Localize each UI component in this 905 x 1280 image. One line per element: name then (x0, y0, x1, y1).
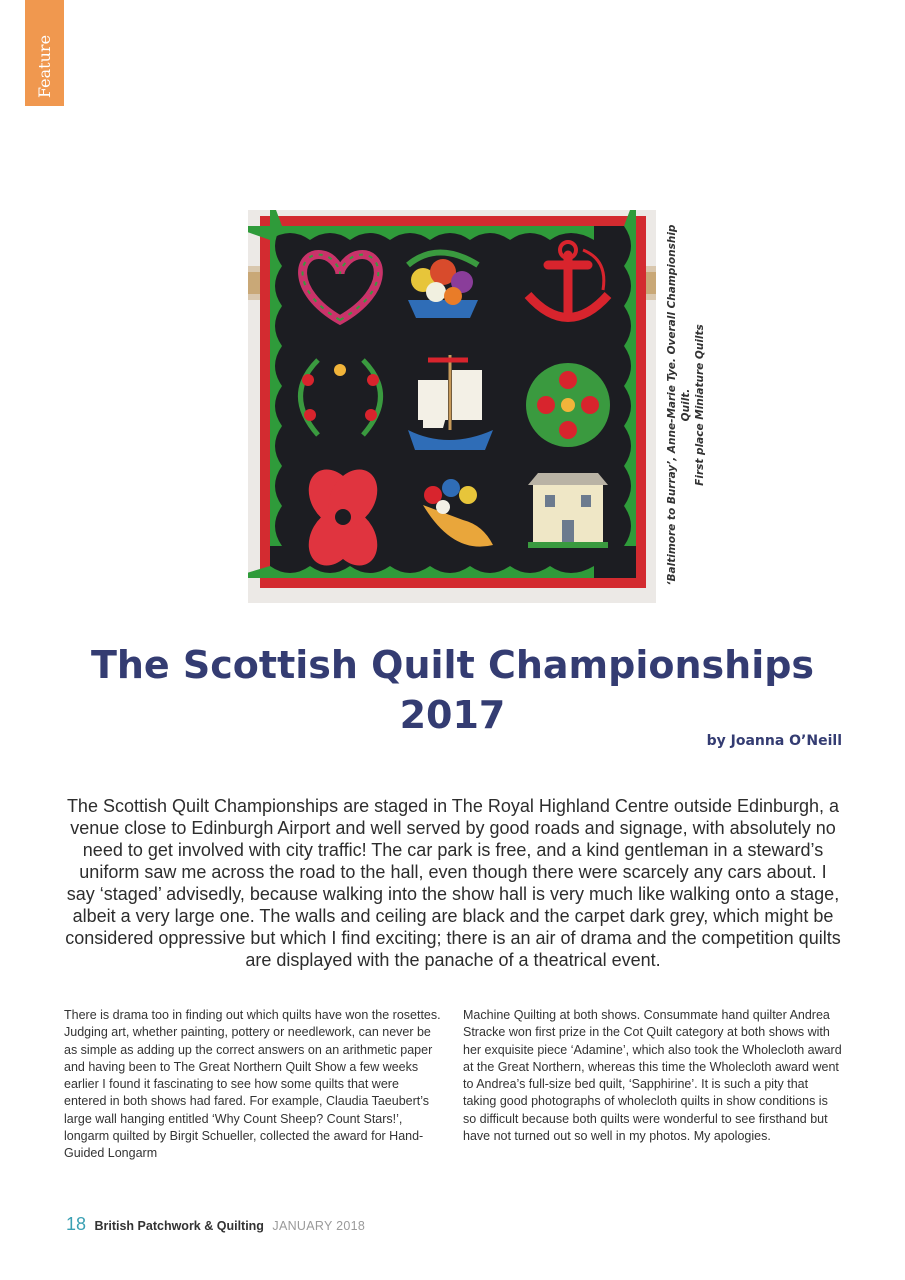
page-footer (66, 1214, 365, 1235)
quilt-photo (248, 210, 656, 603)
article-title: The Scottish Quilt Championships 2017 (90, 643, 815, 737)
article-column-2: Machine Quilting at both shows. Consummate hand quilter Andrea Stracke won first prize in the Cot Quilt category at both shows with her exquisite piece ‘Adamine’, which also took the Wholecloth award at the Great Northern, whereas this time the Wholecloth award went to Andrea’s full-size bed quilt, ‘Sapphirine’. It is such a pity that taking good photographs of wholecloth quilts in show conditions is so difficult because both quilts were wonderful to see firsthand but have not turned out so well in my photos. My apologies. (463, 1008, 842, 1144)
article-column-1: There is drama too in finding out which quilts have won the rosettes. Judging art, whether painting, pottery or needlework, can never be as simple as adding up the correct answers on an arithmetic paper and having been to The Great Northern Quilt Show a few weeks earlier I found it fascinating to see how some quilts that were entered in both shows had fared. For example, Claudia Taeubert’s large wall hanging entitled ‘Why Count Sheep? Count Stars!’, longarm quilted by Birgit Schueller, collected the award for Hand-Guided Longarm (64, 1008, 441, 1161)
magazine-name: British Patchwork & Quilting (94, 1219, 264, 1233)
quilt-image (248, 210, 656, 603)
section-tab-label: Feature (35, 34, 54, 99)
article-byline: by Joanna O’Neill (706, 733, 842, 749)
caption-line-2: First place Miniature Quilts (694, 324, 706, 486)
issue-date: JANUARY 2018 (272, 1219, 366, 1233)
article-intro: The Scottish Quilt Championships are staged in The Royal Highland Centre outside Edinburgh, a venue close to Edinburgh Airport and well served by good roads and signage, with absolutely no need to get involved with city traffic! The car park is free, and a kind gentleman in a steward’s uniform saw me across the road to the hall, even though there were scarcely any cars about. I say ‘staged’ advisedly, because walking into the show hall is very much like walking onto a stage, albeit a very large one. The walls and ceiling are black and the carpet dark grey, which might be considered oppressive but which I find exciting; there is an air of drama and the competition quilts are displayed with the panache of a theatrical event. (65, 796, 841, 970)
section-tab (25, 0, 64, 106)
caption-line-1: ‘Baltimore to Burray’, Anne-Marie Tye. Overall Championship Quilt. (666, 224, 692, 586)
page-number: 18 (66, 1214, 87, 1234)
photo-caption (668, 212, 704, 598)
